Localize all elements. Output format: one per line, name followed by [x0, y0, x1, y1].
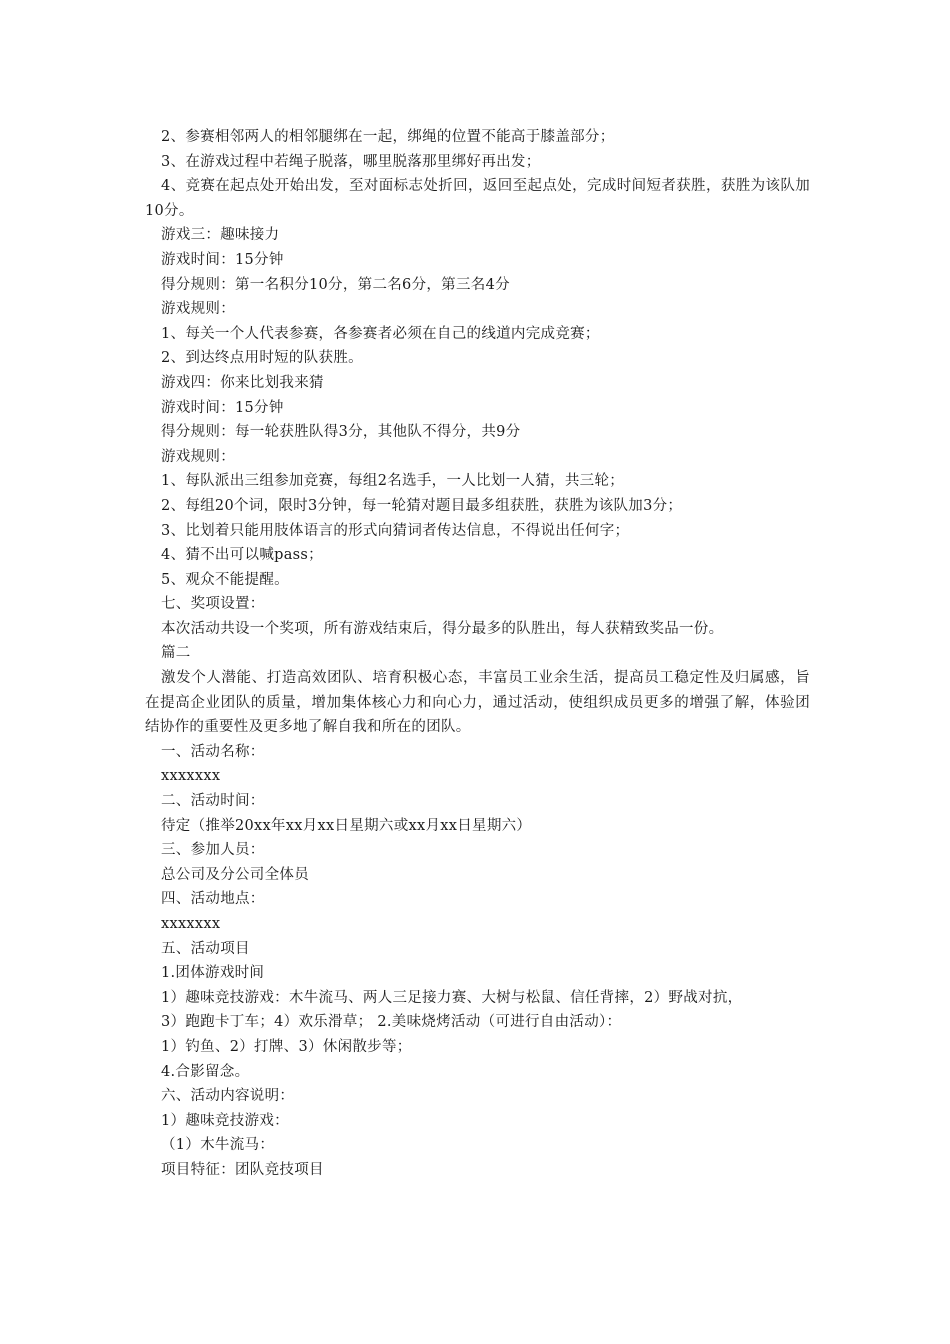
paragraph: 游戏规则： [161, 301, 235, 318]
paragraph: 1）趣味竞技游戏： [161, 1112, 289, 1129]
paragraph: 游戏时间：15分钟 [161, 251, 284, 268]
paragraph: 待定（推举20xx年xx月xx日星期六或xx月xx日星期六） [161, 817, 532, 834]
section-heading: 五、活动项目 [161, 940, 250, 957]
paragraph: 游戏规则： [161, 448, 235, 465]
document-body [145, 125, 810, 1183]
paragraph: 游戏时间：15分钟 [161, 399, 284, 416]
paragraph: 项目特征：团队竞技项目 [161, 1161, 324, 1178]
section-heading: 三、参加人员： [161, 842, 265, 859]
paragraph: （1）木牛流马： [161, 1137, 275, 1154]
paragraph: 本次活动共设一个奖项，所有游戏结束后，得分最多的队胜出，每人获精致奖品一份。 [161, 620, 724, 637]
paragraph: 1）钓鱼、2）打牌、3）休闲散步等； [161, 1038, 412, 1055]
section-heading: 二、活动时间： [161, 793, 265, 810]
section-heading: 六、活动内容说明： [161, 1088, 295, 1105]
paragraph: 1、每队派出三组参加竞赛，每组2名选手，一人比划一人猜，共三轮； [161, 473, 625, 490]
section-heading: 七、奖项设置： [161, 596, 265, 613]
paragraph: 2、参赛相邻两人的相邻腿绑在一起，绑绳的位置不能高于膝盖部分； [161, 129, 615, 145]
paragraph: 4、竞赛在起点处开始出发，至对面标志处折回，返回至起点处，完成时间短者获胜，获胜为该队加10分。 [145, 178, 810, 219]
paragraph: 得分规则：第一名积分10分，第二名6分，第三名4分 [161, 276, 510, 293]
paragraph: 2、到达终点用时短的队获胜。 [161, 350, 363, 367]
paragraph: xxxxxxx [161, 916, 221, 932]
paragraph: 1.团体游戏时间 [161, 965, 265, 982]
paragraph: 3、在游戏过程中若绳子脱落，哪里脱落那里绑好再出发； [161, 153, 541, 170]
paragraph: 5、观众不能提醒。 [161, 571, 289, 588]
paragraph: xxxxxxx [161, 768, 221, 785]
paragraph: 2、每组20个词，限时3分钟，每一轮猜对题目最多组获胜，获胜为该队加3分； [161, 497, 683, 514]
section-heading: 游戏三：趣味接力 [161, 227, 280, 244]
paragraph: 激发个人潜能、打造高效团队、培育积极心态，丰富员工业余生活，提高员工稳定性及归属感，旨在提高企业团队的质量，增加集体核心力和向心力，通过活动，使组织成员更多的增强了解，体验团结协作的重要性及更多地了解自我和所在的团队。 [145, 670, 810, 736]
paragraph: 3、比划着只能用肢体语言的形式向猜词者传达信息，不得说出任何字； [161, 522, 630, 539]
section-heading: 一、活动名称： [161, 743, 265, 760]
paragraph: 总公司及分公司全体员 [161, 866, 309, 883]
section-heading: 四、活动地点： [161, 891, 265, 908]
paragraph: 1、每关一个人代表参赛，各参赛者必须在自己的线道内完成竞赛； [161, 325, 600, 342]
section-heading: 游戏四：你来比划我来猜 [161, 374, 324, 391]
paragraph: 得分规则：每一轮获胜队得3分，其他队不得分，共9分 [161, 424, 521, 441]
paragraph: 4.合影留念。 [161, 1063, 250, 1080]
paragraph: 3）跑跑卡丁车；4）欢乐滑草； 2.美味烧烤活动（可进行自由活动）： [161, 1014, 622, 1031]
paragraph: 1）趣味竞技游戏：木牛流马、两人三足接力赛、大树与松鼠、信任背摔，2）野战对抗， [161, 989, 743, 1006]
section-heading: 篇二 [161, 645, 191, 662]
paragraph: 4、猜不出可以喊pass； [161, 547, 323, 564]
